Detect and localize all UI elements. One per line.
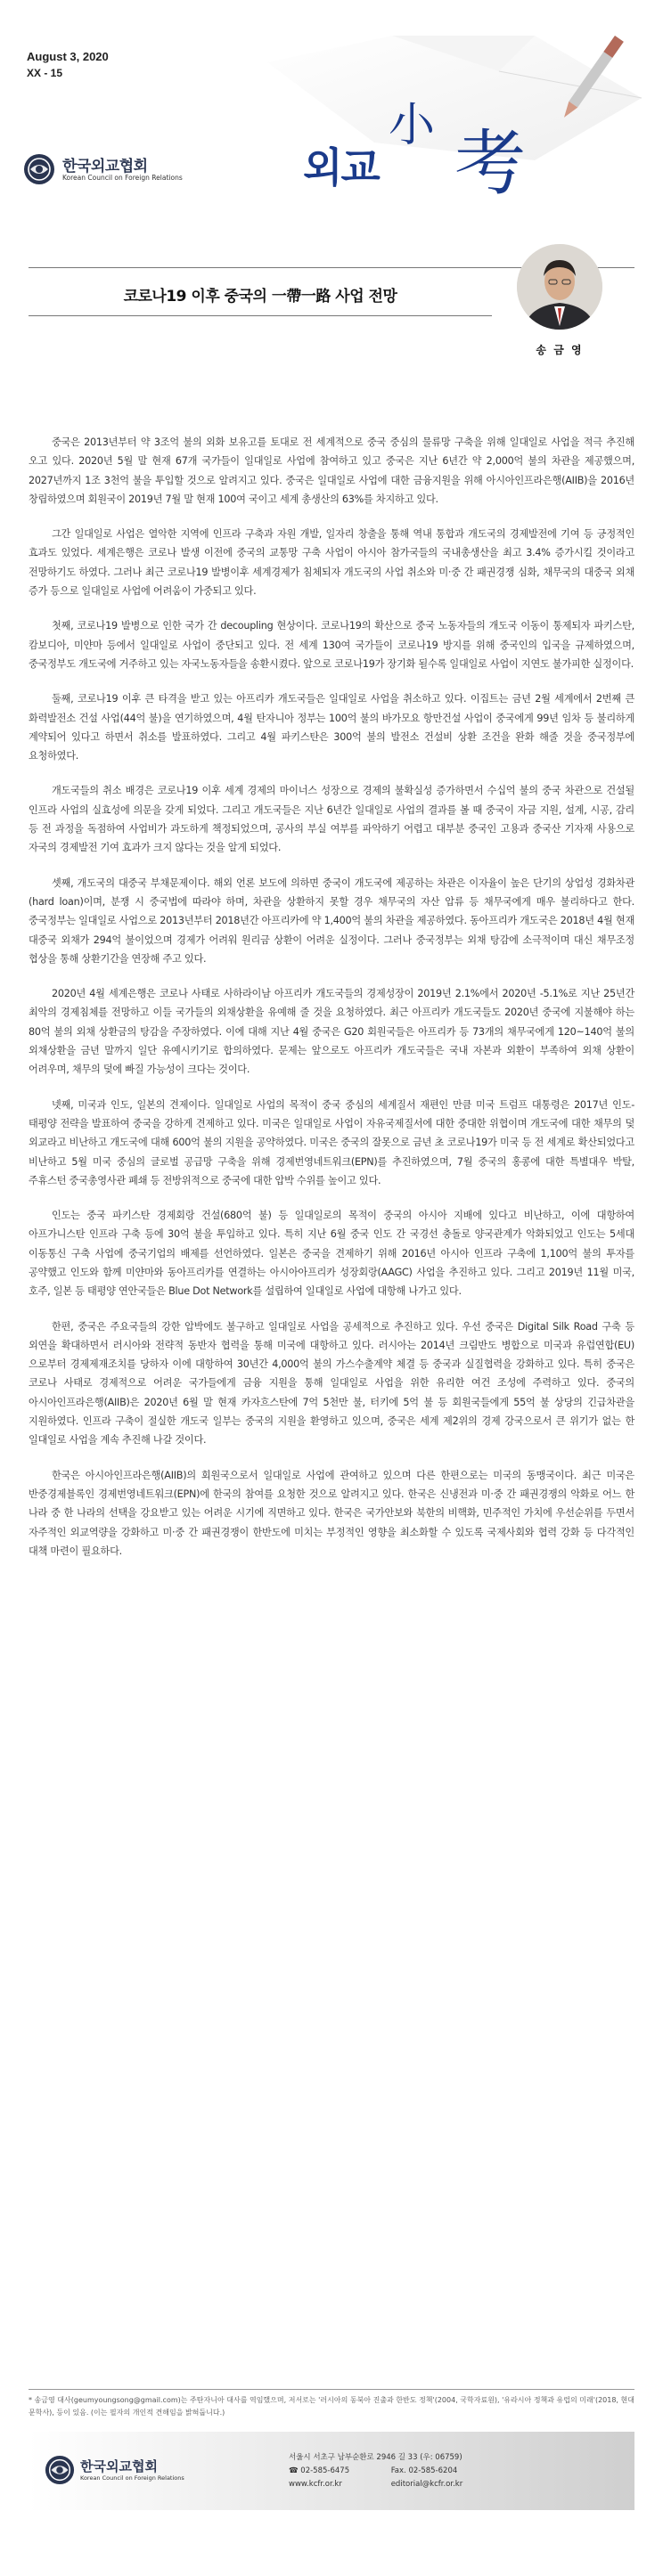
brand-go: 考 — [454, 122, 526, 205]
brand-waegyo: 외교 — [303, 143, 379, 192]
body-paragraph: 첫째, 코로나19 발병으로 인한 국가 간 decoupling 현상이다. 코로나19의 확산으로 중국 노동자들의 개도국 이동이 통제되자 파키스탄, 캄보디아, 미얀마 등에서 일대일로 사업이 중단되고 있다. 전 세계 130여 국가들이 코로나19 방지를 위해 중국인의 입국을 규제하였으며, 중국정부도 개도국에 거주하고 있는 자국노동자들을 송환시켰다. 앞으로 코로나19가 장기화 될수록 일대일로 사업이 지연도 불가피한 실정이다. — [29, 620, 634, 670]
body-paragraph: 한국은 아시아인프라은행(AIIB)의 회원국으로서 일대일로 사업에 관여하고 있으며 다른 한편으로는 미국의 동맹국이다. 최근 미국은 반중경제블록인 경제번영네트워크(EPN)에 한국의 참여를 요청한 것으로 알려지고 있다. 한국은 신냉전과 미·중 간 패권경쟁의 악화로 어느 한 나라 중 한 나라의 선택을 강요받고 있는 어려운 시기에 직면하고 있다. 한국은 국가안보와 북한의 비핵화, 민주적인 가치에 우선순위를 두면서 자주적인 외교역량을 강화하고 미·중 간 패권경쟁이 한반도에 미치는 부정적인 영향을 최소화할 수 있도록 국제사회와 협력 강화 등 다각적인 대책 마련이 필요하다. — [29, 1469, 634, 1557]
footer-org-name-en: Korean Council on Foreign Relations — [80, 2474, 184, 2482]
author-portrait-image — [517, 244, 602, 330]
brand-so: 小 — [389, 99, 436, 152]
footer — [29, 2432, 634, 2510]
footnote-rule — [29, 2389, 634, 2390]
publication-date: August 3, 2020 — [27, 50, 109, 63]
issue-number: XX - 15 — [27, 67, 63, 79]
org-name-en: Korean Council on Foreign Relations — [62, 174, 183, 182]
org-logo — [23, 150, 219, 192]
body-paragraph: 한편, 중국은 주요국들의 강한 압박에도 불구하고 일대일로 사업을 공세적으로 추진하고 있다. 우선 중국은 Digital Silk Road 구축 등 외연을 확대하면서 러시아와 전략적 동반자 협력을 통해 미국에 대항하고 있다. 러시아는 2014년 크림반도 병합으로 미국과 유럽연합(EU)으로부터 경제제재조치를 당하자 이에 대항하여 30년간 4,000억 불의 가스수출계약 체결 등 중국과 실질협력을 강화하고 있다. 특히 중국은 코로나 사태로 경제적으로 어려운 국가들에게 금융 지원을 통해 일대일로 사업을 위한 유리한 여건 조성에 주력하고 있다. 중국의 아시아인프라은행(AIIB)은 2020년 6월 말 현재 카자흐스탄에 7억 5천만 불, 터키에 5억 불 등 회원국들에게 55억 불 상당의 긴급차관을 지원하였다. 인프라 구축이 절실한 개도국 일부는 중국의 지원을 환영하고 있으며, 중국은 세계 제2위의 경제 강국으로서 큰 위기가 없는 한 일대일로 사업을 계속 추진해 나갈 것이다. — [29, 1320, 634, 1447]
footer-address: 서울시 서초구 남부순환로 2946 길 33 (우: 06759) — [289, 2453, 462, 2462]
kcfr-emblem-icon — [23, 153, 55, 185]
body-paragraph: 인도는 중국 파키스탄 경제회랑 건설(680억 불) 등 일대일로의 목적이 중국의 아시아 지배에 있다고 비난하고, 이에 대항하여 아프가니스탄 인프라 구축 등에 30억 불을 투입하고 있다. 특히 지난 6월 중국 인도 간 국경선 충돌로 양국관계가 악화되었고 인도는 5세대 이동통신 구축 사업에 중국기업의 배제를 선언하였다. 일본은 중국을 견제하기 위해 2016년 아시아 인프라 구축에 1,100억 불의 투자를 공약했고 인도와 함께 미얀마와 동아프리카를 연결하는 아시아아프리카 성장회랑(AAGC) 사업을 추진하고 있다. 그리고 2019년 11월 미국, 호주, 일본 등 태평양 연안국들은 Blue Dot Network를 설립하여 일대일로 사업에 대항해 나가고 있다. — [29, 1210, 634, 1298]
article-title: 코로나19 이후 중국의 一帶一路 사업 전망 — [123, 288, 397, 306]
header — [0, 0, 663, 233]
body-paragraph: 2020년 4월 세계은행은 코로나 사태로 사하라이남 아프리카 개도국들의 경제성장이 2019년 2.1%에서 2020년 -5.1%로 지난 25년간 최악의 경제침체를 전망하고 이들 국가들의 외채상환을 유예해 줄 것을 요청하였다. 최근 아프리카 개도국들도 2020년 중국에 지불해야 하는 80억 불의 외채 상환금의 탕감을 주장하였다. 이에 대해 지난 4월 중국은 G20 회원국들은 아프리카 등 73개의 채무국에게 120~140억 불의 외채상환을 금년 말까지 일단 유예시키기로 합의하였다. 문제는 앞으로도 아프리카 개도국들은 국내 자본과 외환이 부족하여 외채 상환이 어려우며, 채무의 덫에 빠질 가능성이 크다는 것이다. — [29, 988, 634, 1076]
brand-title — [303, 53, 642, 232]
article-body — [29, 433, 634, 1577]
footer-org-name-ko: 한국외교협회 — [80, 2458, 158, 2474]
body-paragraph: 넷째, 미국과 인도, 일본의 견제이다. 일대일로 사업의 목적이 중국 중심의 세계질서 재편인 만큼 미국 트럼프 대통령은 2017년 인도-태평양 전략을 발표하여 중국을 강하게 견제하고 있다. 미국은 일대일로 사업이 자유국제질서에 대한 중대한 위협이며 개도국에 대한 채무의 덫 외교라고 비난하고 개도국에 대해 600억 불의 지원을 공약하였다. 미국은 중국의 잘못으로 금년 초 코로나19가 미국 등 전 세계로 확산되었다고 비난하고 5월 미국 중심의 글로벌 공급망 구축을 위해 경제번영네트워크(EPN)를 추진하였으며, 7월 중국의 홍콩에 대한 특별대우 박탈, 주휴스턴 중국총영사관 폐쇄 등 전방위적으로 중국에 대한 압박 수위를 높이고 있다. — [29, 1098, 634, 1186]
footer-contact-info — [289, 2451, 462, 2491]
author-footnote: * 송금영 대사(geumyoungsong@gmail.com)는 주탄자니아 대사를 역임했으며, 저서로는 '러시아의 동북아 진출과 한반도 정책'(2004, 국학자료원), '유라시아 정책과 유럽의 미래'(2018, 현대문학사), 등이 있음. (이는 필자의 개인적 견해임을 밝혀둡니다.) — [29, 2396, 634, 2417]
body-paragraph: 둘째, 코로나19 이후 큰 타격을 받고 있는 아프리카 개도국들은 일대일로 사업을 취소하고 있다. 이집트는 금년 2월 세계에서 2번째 큰 화력발전소 건설 사업(44억 불)을 연기하였으며, 4월 탄자니아 정부는 100억 불의 바가모요 항만건설 사업이 중국에게 99년 임차 등 불리하게 계약되어 있다고 하면서 취소를 발표하였다. 그리고 4월 파키스탄은 300억 불의 발전소 건설비 상환 조건을 완화 해줄 것을 중국정부에 요청하였다. — [29, 693, 634, 762]
body-paragraph: 그간 일대일로 사업은 열악한 지역에 인프라 구축과 자원 개발, 일자리 창출을 통해 역내 통합과 개도국의 경제발전에 기여 등 긍정적인 효과도 있었다. 세계은행은 코로나 발생 이전에 중국의 교통망 구축 사업이 아시아 참가국들의 국내총생산을 최고 3.4% 증가시킬 것이라고 전망하기도 하였다. 그러나 최근 코로나19 발병이후 세계경제가 침체되자 개도국의 사업 취소와 미·중 간 패권경쟁 심화, 채무국의 대중국 외채 증가 등으로 일대일로 사업에 어려움이 가중되고 있다. — [29, 528, 634, 598]
org-name-ko: 한국외교협회 — [62, 158, 148, 175]
body-paragraph: 셋째, 개도국의 대중국 부채문제이다. 해외 언론 보도에 의하면 중국이 개도국에 제공하는 차관은 이자율이 높은 단기의 상업성 경화차관(hard loan)이며, 분쟁 시 중국법에 따라야 하며, 차관을 상환하지 못할 경우 채무국의 자산 압류 등 채무국에게 매우 불리하다고 한다. 중국정부는 일대일로 사업으로 2013년부터 2018년간 아프리카에 약 1,400억 불의 차관을 제공하였다. 동아프리카 개도국은 2018년 4월 현재 대중국 외채가 294억 불이었으며 경제가 어려워 원리금 상환이 어려운 실정이다. 그러나 중국정부는 외채 탕감에 소극적이며 대신 채무조정 협상을 통해 상환기간을 연장해 주고 있다. — [29, 876, 634, 965]
footer-email-link[interactable]: editorial@kcfr.or.kr — [390, 2480, 463, 2489]
footer-website-link[interactable]: www.kcfr.or.kr — [289, 2480, 342, 2489]
body-paragraph: 개도국들의 취소 배경은 코로나19 이후 세계 경제의 마이너스 성장으로 경제의 불확실성 증가하면서 수십억 불의 중국 차관으로 건설될 인프라 사업의 실효성에 의문을 갖게 되었다. 그리고 개도국들은 지난 6년간 일대일로 사업의 결과를 볼 때 중국이 자금 지원, 설계, 시공, 감리 등 전 과정을 독점하여 사업비가 과도하게 책정되었으며, 공사의 부실 여부를 파악하기 어렵고 대부분 중국인 고용과 중국산 기자재 사용으로 자국의 경제발전 기여 효과가 크지 않다는 것을 알게 되었다. — [29, 785, 634, 854]
footer-org-logo — [45, 2455, 241, 2490]
footer-tel: ☎ 02-585-6475 — [289, 2466, 350, 2475]
author-name: 송 금 영 — [536, 344, 584, 356]
footer-fax: Fax. 02-585-6204 — [390, 2466, 458, 2475]
body-paragraph: 중국은 2013년부터 약 3조억 불의 외화 보유고를 토대로 전 세계적으로 중국 중심의 물류망 구축을 위해 일대일로 사업을 적극 추진해 오고 있다. 2020년 5월 말 현재 67개 국가들이 일대일로 사업에 참여하고 있고 중국은 지난 6년간 약 2,000억 불의 차관을 제공했으며, 2027년까지 1조 3천억 불을 투입할 것으로 알려지고 있다. 중국은 일대일로 사업에 대한 금융지원을 위해 아시아인프라은행(AIIB)을 2016년 창립하였으며 회원국이 2019년 7월 말 현재 100여 국이고 세계 총생산의 63%를 차지하고 있다. — [29, 436, 634, 505]
title-bottom-rule — [29, 315, 492, 316]
author-photo — [517, 244, 602, 330]
kcfr-emblem-icon — [45, 2455, 75, 2485]
